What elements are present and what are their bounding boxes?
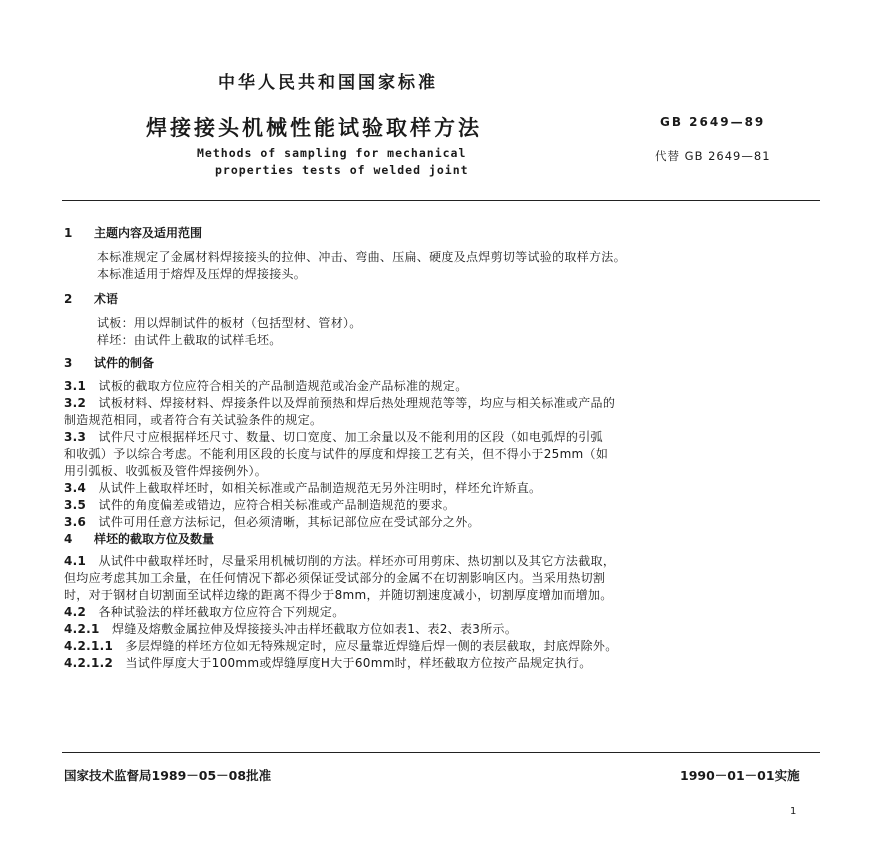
clause-number: 4.2: [64, 605, 87, 619]
clause-3-3: [64, 428, 603, 445]
section-3-heading: [64, 354, 154, 371]
clause-text: 试板的截取方位应符合相关的产品制造规范或冶金产品标准的规定。: [98, 379, 468, 393]
clause-text: 试件可用任意方法标记，但必须清晰，其标记部位应在受试部分之外。: [98, 515, 480, 529]
clause-4-1: [64, 552, 615, 569]
clause-number: 4.1: [64, 554, 87, 568]
section-title: 试件的制备: [94, 356, 155, 370]
english-title-line-1: Methods of sampling for mechanical: [197, 146, 467, 160]
clause-number: 3.4: [64, 481, 87, 495]
section-number: 3: [64, 356, 73, 370]
clause-number: 4.2.1.2: [64, 656, 114, 670]
clause-number: 3.5: [64, 498, 87, 512]
bottom-divider: [62, 752, 820, 753]
clause-4-2-1-2: [64, 654, 592, 671]
clause-text: 从试件中截取样坯时，尽量采用机械切削的方法。样坯亦可用剪床、热切割以及其它方法截取，: [98, 554, 616, 568]
section-number: 4: [64, 532, 73, 546]
clause-text-continued: 制造规范相同，或者符合有关试验条件的规定。: [64, 413, 323, 427]
replaces-code: 代替 GB 2649—81: [655, 149, 771, 163]
section-number: 1: [64, 226, 73, 240]
paragraph: 本标准规定了金属材料焊接接头的拉伸、冲击、弯曲、压扁、硬度及点焊剪切等试验的取样方法。: [97, 250, 626, 264]
clause-text-continued: 用引弧板、收弧板及管件焊接例外）。: [64, 464, 268, 478]
section-title: 主题内容及适用范围: [94, 226, 203, 240]
clause-number: 3.1: [64, 379, 87, 393]
standard-code: GB 2649—89: [660, 115, 766, 129]
paragraph: 本标准适用于熔焊及压焊的焊接接头。: [97, 267, 307, 281]
clause-text-continued: 但均应考虑其加工余量，在任何情况下都必须保证受试部分的金属不在切割影响区内。当采用热切割: [64, 571, 606, 585]
clause-text: 试板材料、焊接材料、焊接条件以及焊前预热和焊后热处理规范等等，均应与相关标准或产品的: [98, 396, 616, 410]
clause-4-2: [64, 603, 345, 620]
clause-text: 试件的角度偏差或错边，应符合相关标准或产品制造规范的要求。: [98, 498, 456, 512]
clause-3-2: [64, 394, 615, 411]
clause-3-1: [64, 377, 468, 394]
clause-number: 3.3: [64, 430, 87, 444]
section-2-heading: [64, 290, 118, 307]
section-4-heading: [64, 530, 214, 547]
national-standard-heading: 中华人民共和国国家标准: [218, 73, 438, 93]
clause-3-6: [64, 513, 480, 530]
section-1-heading: [64, 224, 202, 241]
clause-3-4: [64, 479, 541, 496]
clause-number: 4.2.1.1: [64, 639, 114, 653]
clause-4-2-1-1: [64, 637, 618, 654]
clause-text: 焊缝及熔敷金属拉伸及焊接接头冲击样坯截取方位如表1、表2、表3所示。: [112, 622, 518, 636]
clause-number: 3.2: [64, 396, 87, 410]
clause-4-2-1: [64, 620, 517, 637]
paragraph: 试板：用以焊制试件的板材（包括型材、管材）。: [97, 316, 362, 330]
clause-number: 3.6: [64, 515, 87, 529]
top-divider: [62, 200, 820, 201]
clause-3-5: [64, 496, 455, 513]
section-number: 2: [64, 292, 73, 306]
approval-date: 国家技术监督局1989－05－08批准: [64, 768, 272, 783]
clause-text: 试件尺寸应根据样坯尺寸、数量、切口宽度、加工余量以及不能利用的区段（如电弧焊的引弧: [98, 430, 603, 444]
clause-text: 多层焊缝的样坯方位如无特殊规定时，应尽量靠近焊缝后焊一侧的表层截取，封底焊除外。: [125, 639, 618, 653]
clause-text: 从试件上截取样坯时，如相关标准或产品制造规范无另外注明时，样坯允许矫直。: [98, 481, 542, 495]
effective-date: 1990－01－01实施: [680, 768, 800, 783]
section-title: 样坯的截取方位及数量: [94, 532, 215, 546]
clause-text: 各种试验法的样坯截取方位应符合下列规定。: [98, 605, 345, 619]
page-number: 1: [790, 806, 797, 817]
clause-text-continued: 和收弧）予以综合考虑。不能利用区段的长度与试件的厚度和焊接工艺有关，但不得小于25mm（如: [64, 447, 609, 461]
clause-text-continued: 时，对于钢材自切割面至试样边缘的距离不得少于8mm，并随切割速度减小，切割厚度增加而增加。: [64, 588, 613, 602]
clause-number: 4.2.1: [64, 622, 100, 636]
section-title: 术语: [94, 292, 119, 306]
paragraph: 样坯：由试件上截取的试样毛坯。: [97, 333, 282, 347]
clause-text: 当试件厚度大于100mm或焊缝厚度H大于60mm时，样坯截取方位按产品规定执行。: [125, 656, 592, 670]
document-title: 焊接接头机械性能试验取样方法: [146, 116, 482, 140]
english-title-line-2: properties tests of welded joint: [215, 163, 469, 177]
